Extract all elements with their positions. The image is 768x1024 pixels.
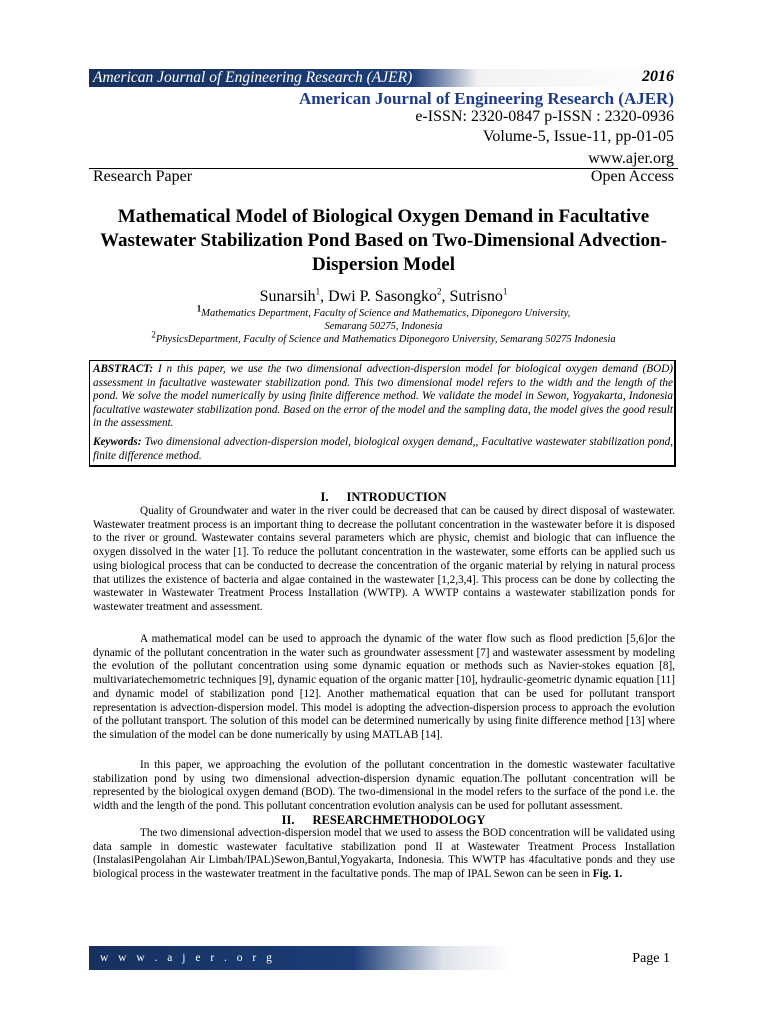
abstract-text: I n this paper, we use the two dimensional advection-dispersion model for biological oxygen demand (BOD) assessment in facultative wastewater stabilization pond. This two dimensional model refers to the width and the length of the pond. We solve the model numerically by using finite difference method. We validate the model in Sewon, Yogyakarta, Indonesia facultative wastewater stabilization pond. Based on the error of the model and the sampling data, the model gives the good result in the assessment. [93, 363, 673, 430]
keywords-text: Two dimensional advection-dispersion model, biological oxygen demand,, Facultative wastewater stabilization pond, finite difference method. [93, 436, 673, 462]
affiliation-1 [89, 303, 678, 333]
header-journal-title: American Journal of Engineering Research (AJER) [93, 69, 413, 86]
paragraph: Quality of Groundwater and water in the river could be decreased that can be caused by direct disposal of wastewater. Wastewater treatment process is an important thing to decrease the pollutant concentration in the wastewater before it is disposed to the river or ground. Wastewater contains several parameters which are physic, chemist and biologic that can influence the oxygen dissolved in the water [1]. To reduce the pollutant concentration in the wastewater, some efforts can be applied such us using biological process that can be conducted to decrease the concentration of the organic material by relying in natural process that utilizes the existence of bacteria and algae contained in the wastewater [1,2,3,4]. This process can be done by collecting the wastewater in Wastewater Treatment Process Installation (WWTP). A WWTP contains a wastewater stabilization ponds for wastewater treatment and assessment. [93, 505, 675, 613]
paragraph: In this paper, we approaching the evolution of the pollutant concentration in the domestic wastewater facultative stabilization pond by using two dimensional advection-dispersion dynamic equation.The pollutant concentration will be represented by the biological oxygen demand (BOD). The two-dimensional in the model refers to the surface of the pond i.e. the width and the length of the pond. This pollutant concentration evolution analysis can be used for pollutant assessment. [93, 759, 675, 813]
keywords-label: Keywords: [93, 436, 142, 448]
section-title: INTRODUCTION [346, 490, 447, 504]
author-superscript: 1 [315, 286, 321, 297]
paragraph-text: The two dimensional advection-dispersion model that we used to assess the BOD concentration will be validated using data sample in domestic wastewater facultative stabilization pond II at Wastewater Treatment Process Installation (InstalasiPengolahan Air Limbah/IPAL)Sewon,Bantul,Yogyakarta, Indonesia. This WWTP has 4facultative ponds and they use biological process in the wastewater treatment in the facultative ponds. The map of IPAL Sewon can be seen in [93, 827, 675, 881]
author-superscript: 1 [502, 286, 508, 297]
section-number: II. [281, 813, 295, 827]
volume-line: Volume-5, Issue-11, pp-01-05 [482, 128, 674, 145]
affiliation-2 [89, 329, 678, 346]
keywords [93, 436, 673, 463]
author-superscript: 2 [437, 286, 442, 297]
affiliation-superscript: 1 [196, 303, 202, 314]
author-name: Sunarsih [259, 288, 316, 305]
section-number: I. [320, 490, 329, 504]
issn-line: e-ISSN: 2320-0847 p-ISSN : 2320-0936 [415, 108, 674, 125]
section-heading-introduction [89, 490, 678, 505]
author-name: Sutrisno [449, 288, 503, 305]
paper-type: Research Paper [93, 168, 193, 185]
affiliation-text: Mathematics Department, Faculty of Science and Mathematics, Diponegoro University, [201, 308, 571, 319]
page-number: Page 1 [632, 951, 670, 966]
abstract-label: ABSTRACT: [93, 363, 154, 375]
affiliation-text: Semarang 50275, Indonesia [324, 321, 443, 332]
author-list [89, 287, 678, 307]
paragraph: A mathematical model can be used to approach the dynamic of the water flow such as flood prediction [5,6]or the dynamic of the pollutant concentration in the water such as groundwater assessment [7] and wastewater assessment by modeling the evolution of the pollutant concentration using some dynamic equation or methods such as Navier-stokes equation [8], multivariatechemometric techniques [9], dynamic equation of the organic matter [10], hydraulic-geometric dynamic equation [11] and dynamic model of stabilization pond [12]. Another mathematical equation that can be used for pollutant transport representation is advection-dispersion model. This model is adopting the advection-dispersion process to approach the evolution of the pollutant transport. The solution of this model can be determined numerically by using finite difference method [13] where the simulation of the model can be done numerically by using MATLAB [14]. [93, 633, 675, 741]
paragraph [93, 827, 675, 882]
header-year: 2016 [642, 68, 674, 85]
figure-reference[interactable]: Fig. 1. [592, 868, 623, 881]
footer-website-link[interactable]: w w w . a j e r . o r g [100, 952, 276, 964]
paper-title: Mathematical Model of Biological Oxygen Demand in Facultative Wastewater Stabilization Pond Based on Two-Dimensional Advection-Dispersion Model [100, 206, 667, 275]
author-separator: , [320, 288, 329, 305]
journal-website-link[interactable]: www.ajer.org [588, 150, 674, 167]
affiliation-superscript: 2 [151, 329, 156, 340]
abstract [93, 363, 673, 431]
section-heading-methodology [89, 813, 678, 828]
section-title: RESEARCHMETHODOLOGY [312, 813, 486, 827]
author-separator: , [441, 288, 450, 305]
author-name: Dwi P. Sasongko [328, 288, 438, 305]
journal-name: American Journal of Engineering Research (AJER) [298, 89, 674, 108]
access-type: Open Access [590, 168, 674, 185]
affiliation-text: PhysicsDepartment, Faculty of Science and Mathematics Diponegoro University, Semarang 50275 Indonesia [155, 334, 616, 345]
